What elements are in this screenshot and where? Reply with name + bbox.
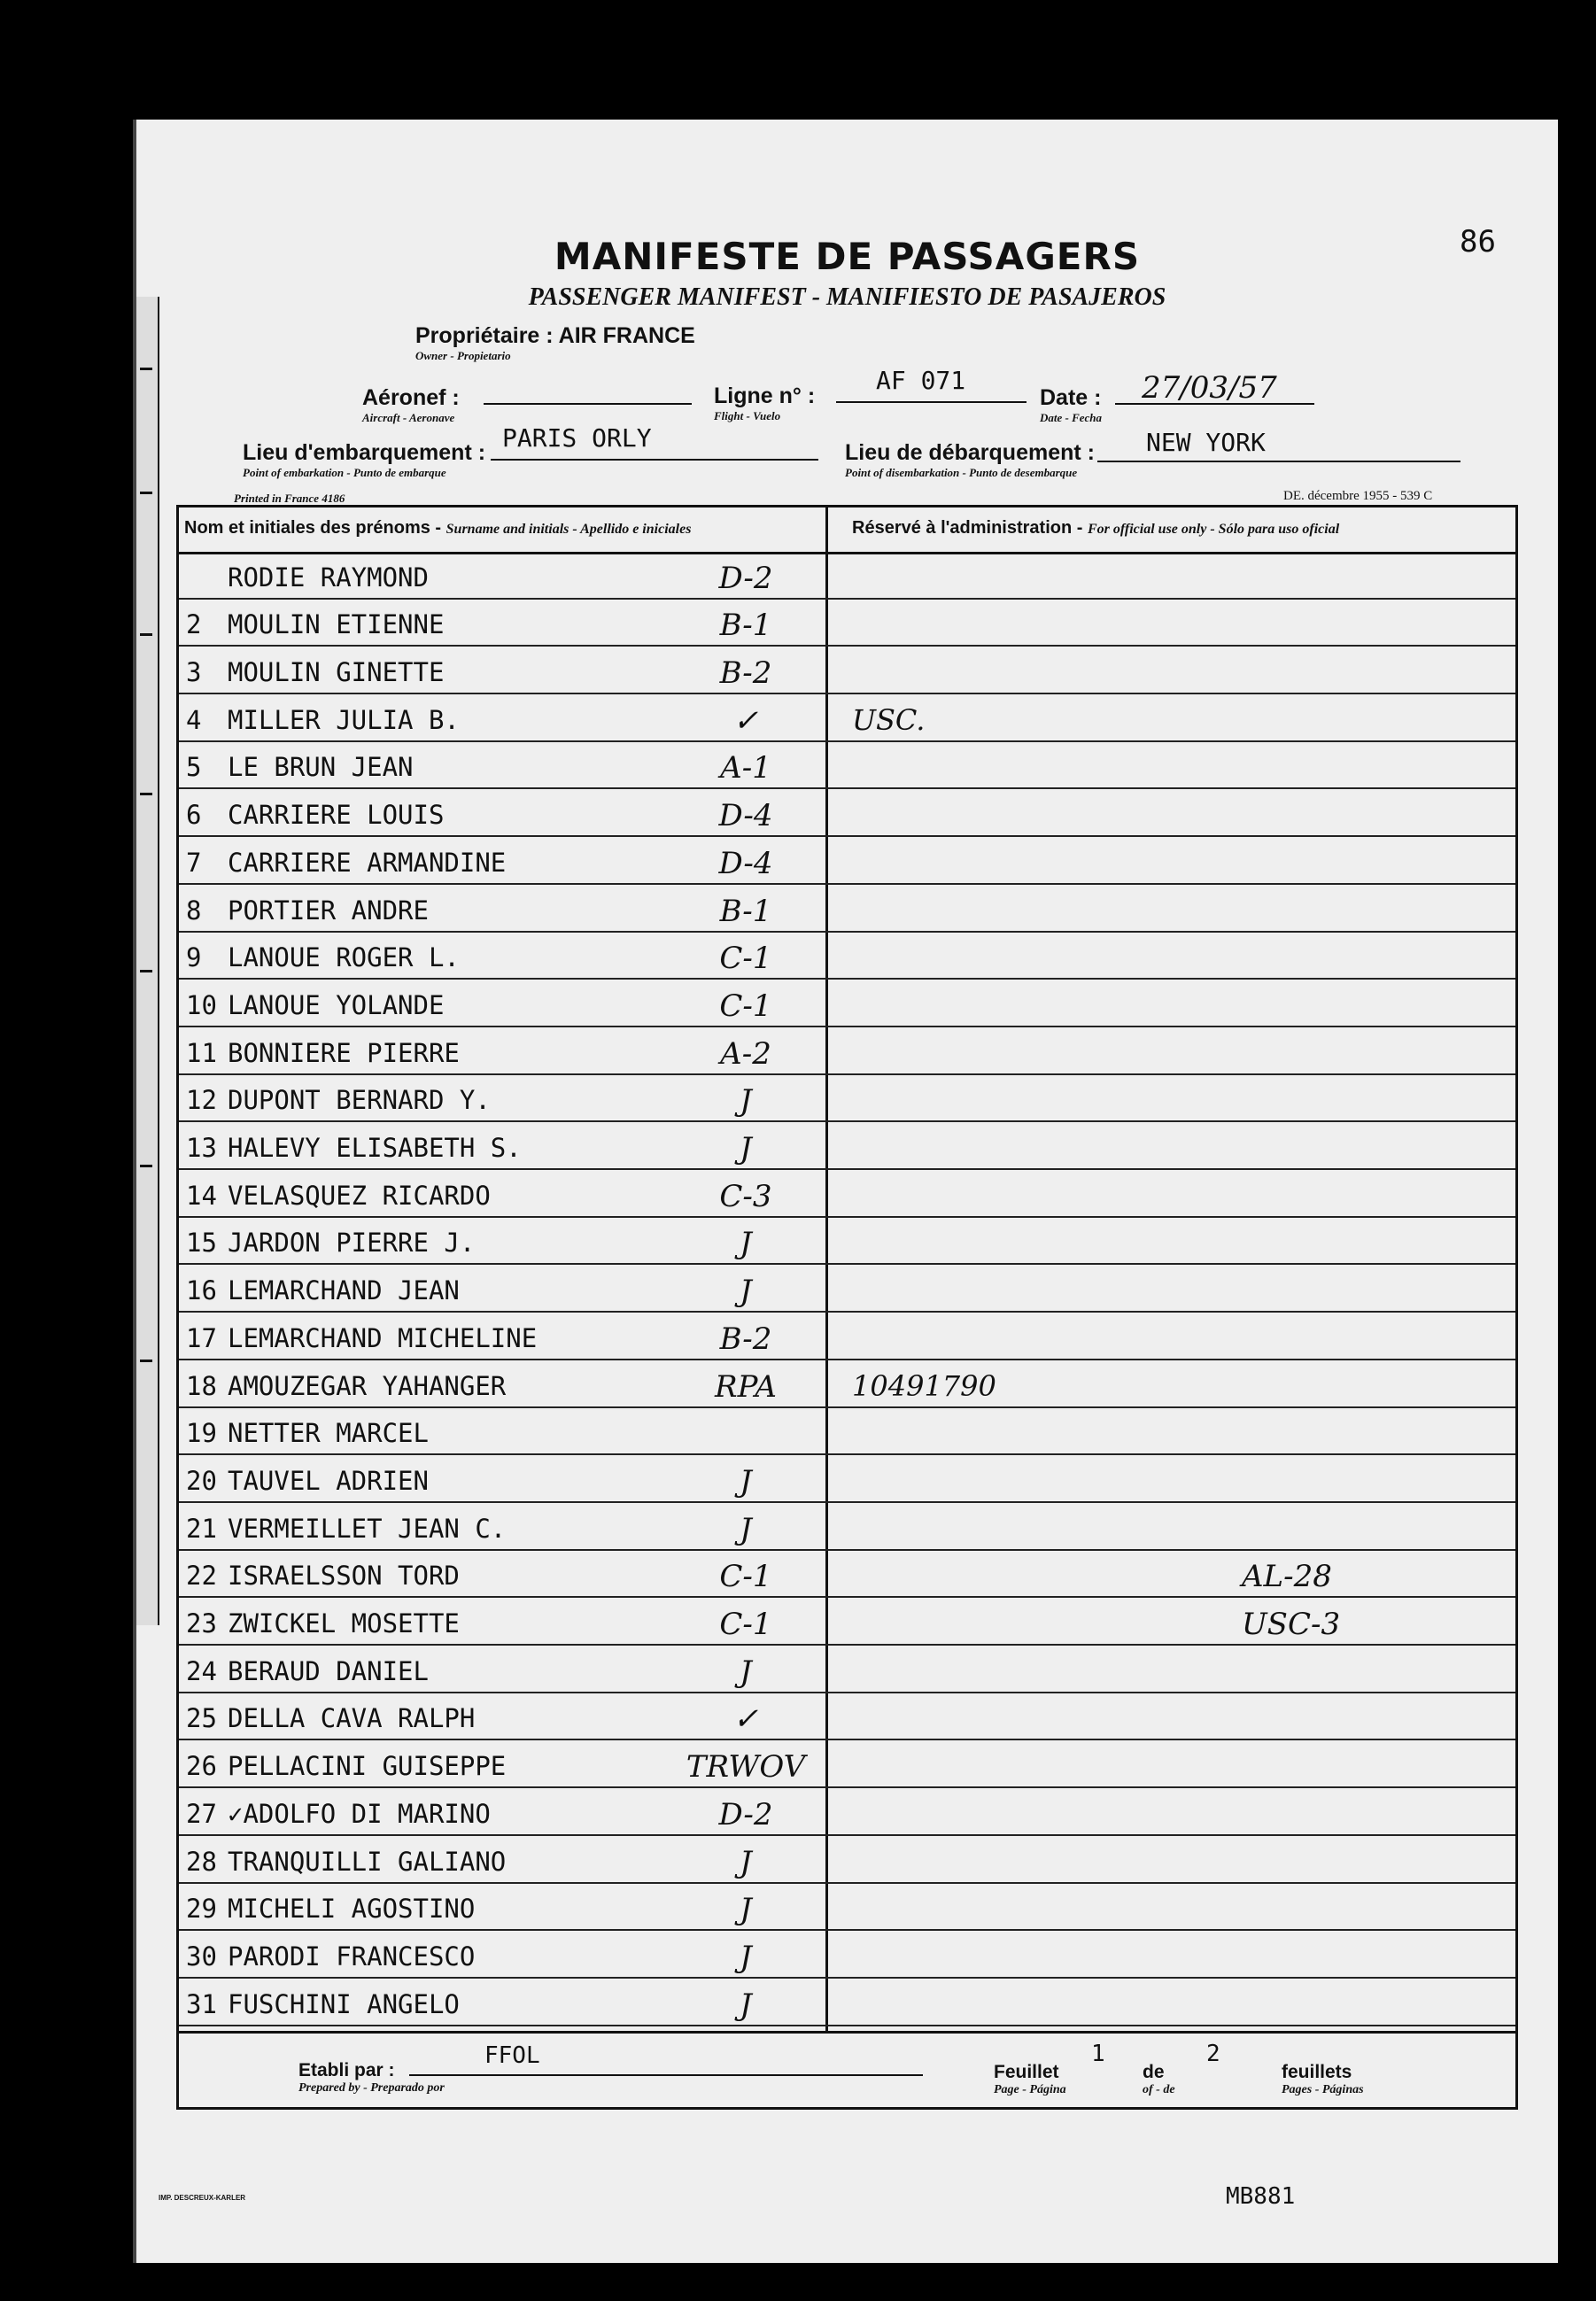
row-number: 16 <box>186 1275 217 1306</box>
embark-value: PARIS ORLY <box>502 423 652 453</box>
table-row <box>179 1122 1515 1170</box>
row-number: 11 <box>186 1037 217 1068</box>
passenger-name: MICHELI AGOSTINO <box>228 1894 476 1925</box>
passenger-name: LEMARCHAND MICHELINE <box>228 1322 538 1353</box>
date-line <box>1115 403 1314 405</box>
prepared-label: Etabli par : Prepared by - Preparado por <box>298 2060 445 2095</box>
class-mark: C-1 <box>719 1607 772 1643</box>
passenger-name: LANOUE ROGER L. <box>228 942 460 973</box>
table-row <box>179 1884 1515 1932</box>
table-row <box>179 742 1515 790</box>
owner-sub: Owner - Propietario <box>415 349 511 362</box>
class-mark: C-3 <box>719 1178 772 1214</box>
passenger-name: RODIE RAYMOND <box>228 562 429 593</box>
table-row <box>179 933 1515 980</box>
table-row <box>179 1075 1515 1123</box>
page-title: MANIFESTE DE PASSAGERS <box>554 235 1141 278</box>
form-ref: DE. décembre 1955 - 539 C <box>1283 489 1433 503</box>
printed-in: Printed in France 4186 <box>234 492 345 505</box>
admin-note-secondary: AL-28 <box>1242 1559 1332 1595</box>
class-mark: J <box>740 1939 752 1975</box>
passenger-name: JARDON PIERRE J. <box>228 1228 476 1259</box>
passenger-name: HALEVY ELISABETH S. <box>228 1133 522 1164</box>
row-number: 6 <box>186 800 202 831</box>
row-number: 21 <box>186 1513 217 1544</box>
sheets-label: feuillets Pages - Páginas <box>1282 2062 1364 2096</box>
passenger-name: CARRIERE LOUIS <box>228 800 445 831</box>
row-number: 9 <box>186 942 202 973</box>
passenger-name: LEMARCHAND JEAN <box>228 1275 460 1306</box>
flight-label: Ligne n° : Flight - Vuelo <box>714 384 816 422</box>
table-row <box>179 1455 1515 1503</box>
admin-note-secondary: USC-3 <box>1242 1607 1341 1643</box>
class-mark: J <box>740 1511 752 1547</box>
class-mark: B-1 <box>719 608 772 644</box>
passenger-name: TRANQUILLI GALIANO <box>228 1846 507 1877</box>
passenger-name: BERAUD DANIEL <box>228 1655 429 1686</box>
passenger-name: ✓ADOLFO DI MARINO <box>228 1798 491 1829</box>
passenger-name: CARRIERE ARMANDINE <box>228 847 507 878</box>
admin-note: 10491790 <box>852 1368 996 1403</box>
passenger-table <box>176 505 1518 2110</box>
class-mark: ✓ <box>732 1701 759 1738</box>
class-mark: A-1 <box>720 750 771 786</box>
passenger-name: LANOUE YOLANDE <box>228 989 445 1020</box>
class-mark: J <box>740 1083 752 1120</box>
class-mark: D-2 <box>718 1796 773 1832</box>
of-label: de of - de <box>1143 2062 1175 2096</box>
table-row <box>179 1027 1515 1075</box>
passenger-name: TAUVEL ADRIEN <box>228 1465 429 1496</box>
table-footer <box>179 2031 1515 2115</box>
sheet-label: Feuillet Page - Página <box>994 2062 1066 2096</box>
prepared-line <box>409 2074 923 2076</box>
table-row <box>179 600 1515 647</box>
passenger-name: ISRAELSSON TORD <box>228 1561 460 1592</box>
class-mark: ✓ <box>732 702 759 739</box>
class-mark: J <box>740 1892 752 1928</box>
passenger-name: DUPONT BERNARD Y. <box>228 1085 491 1116</box>
row-number: 31 <box>186 1988 217 2019</box>
table-row <box>179 790 1515 838</box>
row-number: 20 <box>186 1465 217 1496</box>
passenger-name: FUSCHINI ANGELO <box>228 1988 460 2019</box>
table-row <box>179 1360 1515 1408</box>
row-number: 12 <box>186 1085 217 1116</box>
disembark-line <box>1097 461 1460 462</box>
row-number: 29 <box>186 1894 217 1925</box>
class-mark: J <box>740 1463 752 1499</box>
class-mark: TRWOV <box>686 1749 806 1786</box>
owner-value: AIR FRANCE <box>558 323 695 348</box>
passenger-name: DELLA CAVA RALPH <box>228 1703 476 1734</box>
prepared-value: FFOL <box>484 2042 540 2069</box>
row-number: 25 <box>186 1703 217 1734</box>
aircraft-line <box>484 403 692 405</box>
passenger-name: PORTIER ANDRE <box>228 895 429 926</box>
flight-value: AF 071 <box>876 366 966 395</box>
total-value: 2 <box>1206 2041 1220 2067</box>
class-mark: J <box>740 1274 752 1310</box>
printer-imprint: IMP. DESCREUX-KARLER <box>159 2194 246 2202</box>
embark-label: Lieu d'embarquement : Point of embarkation - Punto de embarque <box>243 440 486 479</box>
manifest-page <box>133 120 1558 2263</box>
class-mark: C-1 <box>719 1559 772 1595</box>
table-row <box>179 647 1515 694</box>
row-number: 4 <box>186 704 202 735</box>
class-mark: C-1 <box>719 988 772 1024</box>
table-header <box>179 507 1515 554</box>
col-name-header: Nom et initiales des prénoms - Surname and initials - Apellido e iniciales <box>184 518 692 538</box>
table-row <box>179 1693 1515 1741</box>
table-row <box>179 885 1515 933</box>
table-row <box>179 1931 1515 1979</box>
row-number: 23 <box>186 1608 217 1639</box>
passenger-name: MILLER JULIA B. <box>228 704 460 735</box>
table-row <box>179 1408 1515 1456</box>
row-number: 5 <box>186 752 202 783</box>
row-number: 10 <box>186 989 217 1020</box>
disembark-value: NEW YORK <box>1146 428 1266 457</box>
passenger-name: PELLACINI GUISEPPE <box>228 1751 507 1782</box>
passenger-name: VERMEILLET JEAN C. <box>228 1513 507 1544</box>
class-mark: B-1 <box>719 893 772 929</box>
row-number: 28 <box>186 1846 217 1877</box>
row-number: 26 <box>186 1751 217 1782</box>
passenger-name: BONNIERE PIERRE <box>228 1037 460 1068</box>
table-row <box>179 1646 1515 1693</box>
passenger-name: MOULIN GINETTE <box>228 657 445 688</box>
table-row <box>179 552 1515 600</box>
table-row <box>179 1266 1515 1313</box>
row-number: 8 <box>186 895 202 926</box>
class-mark: J <box>740 1987 752 2023</box>
table-row <box>179 1503 1515 1551</box>
disembark-label: Lieu de débarquement : Point of disembarkation - Punto de desembarque <box>845 440 1095 479</box>
class-mark: J <box>740 1226 752 1262</box>
table-row <box>179 1741 1515 1789</box>
page-number: 86 <box>1460 224 1496 260</box>
passenger-name: MOULIN ETIENNE <box>228 609 445 640</box>
aircraft-label: Aéronef : Aircraft - Aeronave <box>362 385 460 424</box>
row-number: 22 <box>186 1561 217 1592</box>
flight-line <box>836 401 1027 403</box>
row-number: 3 <box>186 657 202 688</box>
table-row <box>179 837 1515 885</box>
class-mark: J <box>740 1844 752 1880</box>
table-row <box>179 980 1515 1027</box>
archive-stamp: MB881 <box>1226 2183 1296 2210</box>
col-admin-header: Réservé à l'administration - For official use only - Sólo para uso oficial <box>852 518 1340 538</box>
row-number: 14 <box>186 1180 217 1211</box>
passenger-name: PARODI FRANCESCO <box>228 1941 476 1972</box>
table-row <box>179 694 1515 742</box>
row-number: 15 <box>186 1228 217 1259</box>
table-row <box>179 1979 1515 2026</box>
sheet-value: 1 <box>1091 2041 1105 2067</box>
class-mark: B-2 <box>719 655 772 692</box>
row-number: 19 <box>186 1418 217 1449</box>
row-number: 18 <box>186 1370 217 1401</box>
embark-line <box>491 459 818 461</box>
row-number: 27 <box>186 1798 217 1829</box>
passenger-name: LE BRUN JEAN <box>228 752 414 783</box>
table-row <box>179 1836 1515 1884</box>
table-row <box>179 1788 1515 1836</box>
row-number: 7 <box>186 847 202 878</box>
date-value: 27/03/57 <box>1142 370 1277 406</box>
class-mark: D-4 <box>718 798 773 834</box>
table-row <box>179 1313 1515 1360</box>
class-mark: B-2 <box>719 1321 772 1357</box>
passenger-name: VELASQUEZ RICARDO <box>228 1180 491 1211</box>
class-mark: RPA <box>715 1368 777 1405</box>
binding-strip <box>136 297 159 1625</box>
class-mark: C-1 <box>719 941 772 977</box>
row-number: 2 <box>186 609 202 640</box>
class-mark: D-2 <box>718 560 773 596</box>
class-mark: J <box>740 1131 752 1167</box>
table-row <box>179 1170 1515 1218</box>
class-mark: A-2 <box>720 1035 771 1072</box>
passenger-name: ZWICKEL MOSETTE <box>228 1608 460 1639</box>
table-row <box>179 1218 1515 1266</box>
admin-note: USC. <box>852 702 926 737</box>
passenger-name: NETTER MARCEL <box>228 1418 429 1449</box>
table-row <box>179 1551 1515 1599</box>
owner-label: Propriétaire : AIR FRANCE Owner - Propietario <box>415 323 695 362</box>
class-mark: D-4 <box>718 845 773 881</box>
row-number: 13 <box>186 1133 217 1164</box>
row-number: 17 <box>186 1322 217 1353</box>
class-mark: J <box>740 1654 752 1690</box>
passenger-name: AMOUZEGAR YAHANGER <box>228 1370 507 1401</box>
row-number: 30 <box>186 1941 217 1972</box>
page-subtitle: PASSENGER MANIFEST - MANIFIESTO DE PASAJEROS <box>528 283 1166 311</box>
row-number: 24 <box>186 1655 217 1686</box>
date-label: Date : Date - Fecha <box>1040 385 1103 424</box>
table-row <box>179 1598 1515 1646</box>
